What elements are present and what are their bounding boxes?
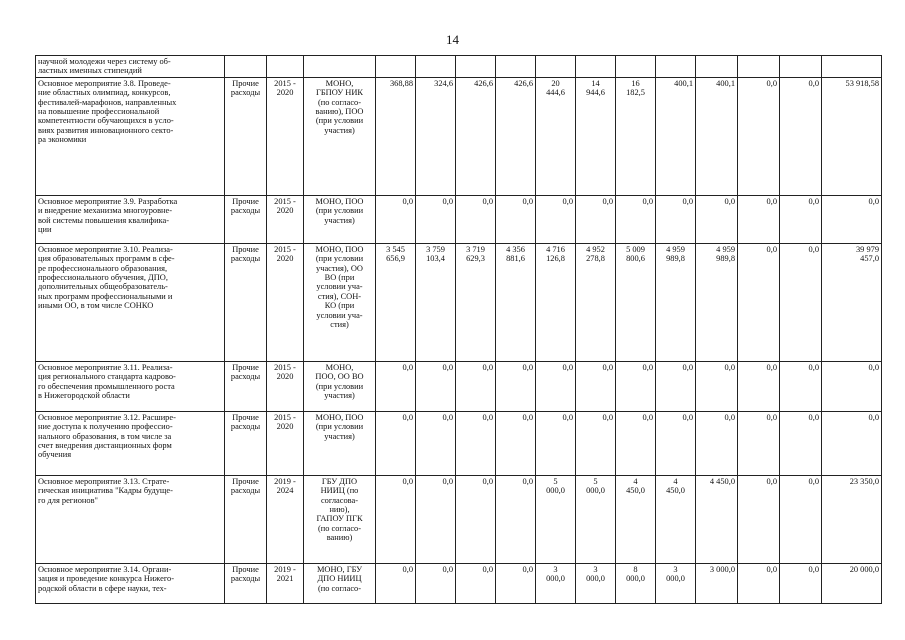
measure-name-cell: Основное мероприятие 3.11. Реализа- ция регионального стандарта кадрово- го обеспечения промышленного роста в Нижегородской области xyxy=(36,361,225,411)
period-cell: 2015 - 2020 xyxy=(267,77,304,195)
value-cell: 4 450,0 xyxy=(616,475,656,563)
value-cell: 53 918,58 xyxy=(822,77,882,195)
empty-cell xyxy=(267,56,304,78)
value-cell: 0,0 xyxy=(780,411,822,475)
executor-cell: МОНО, ПОО (при условии участия) xyxy=(304,411,376,475)
empty-cell xyxy=(456,56,496,78)
value-cell: 0,0 xyxy=(496,563,536,603)
value-cell: 0,0 xyxy=(780,361,822,411)
value-cell: 400,1 xyxy=(696,77,738,195)
value-cell: 0,0 xyxy=(616,195,656,243)
value-cell: 0,0 xyxy=(780,243,822,361)
value-cell: 0,0 xyxy=(456,411,496,475)
value-cell: 0,0 xyxy=(416,411,456,475)
period-cell: 2015 - 2020 xyxy=(267,243,304,361)
value-cell: 4 959 989,8 xyxy=(656,243,696,361)
value-cell: 400,1 xyxy=(656,77,696,195)
value-cell: 39 979 457,0 xyxy=(822,243,882,361)
value-cell: 4 450,0 xyxy=(696,475,738,563)
value-cell: 4 952 278,8 xyxy=(576,243,616,361)
empty-cell xyxy=(738,56,780,78)
value-cell: 3 000,0 xyxy=(536,563,576,603)
value-cell: 23 350,0 xyxy=(822,475,882,563)
period-cell: 2015 - 2020 xyxy=(267,361,304,411)
empty-cell xyxy=(416,56,456,78)
value-cell: 0,0 xyxy=(456,361,496,411)
executor-cell: МОНО, ГБПОУ НИК (по согласо- ванию), ПОО (при условии участия) xyxy=(304,77,376,195)
empty-cell xyxy=(376,56,416,78)
value-cell: 4 450,0 xyxy=(656,475,696,563)
empty-cell xyxy=(616,56,656,78)
expense-type-cell: Прочие расходы xyxy=(225,563,267,603)
period-cell: 2019 - 2021 xyxy=(267,563,304,603)
value-cell: 3 719 629,3 xyxy=(456,243,496,361)
measure-name-cell: Основное мероприятие 3.9. Разработка и внедрение механизма многоуровне- вой системы повышения квалифика- ции xyxy=(36,195,225,243)
table-row xyxy=(36,475,882,563)
value-cell: 0,0 xyxy=(496,361,536,411)
value-cell: 0,0 xyxy=(496,411,536,475)
value-cell: 0,0 xyxy=(576,411,616,475)
measure-name-cell: Основное мероприятие 3.14. Органи- зация и проведение конкурса Нижего- родской области в сфере науки, тех- xyxy=(36,563,225,603)
executor-cell: ГБУ ДПО НИИЦ (по согласова- нию), ГАПОУ ПГК (по согласо- ванию) xyxy=(304,475,376,563)
value-cell: 0,0 xyxy=(456,195,496,243)
value-cell: 0,0 xyxy=(696,411,738,475)
measure-name-cell: Основное мероприятие 3.12. Расшире- ние доступа к получению профессио- нального образования, в том числе за счет внедрения дистанционных форм обучения xyxy=(36,411,225,475)
table-row xyxy=(36,411,882,475)
expense-type-cell: Прочие расходы xyxy=(225,361,267,411)
value-cell: 0,0 xyxy=(376,361,416,411)
value-cell: 3 759 103,4 xyxy=(416,243,456,361)
value-cell: 4 356 881,6 xyxy=(496,243,536,361)
value-cell: 0,0 xyxy=(738,361,780,411)
value-cell: 0,0 xyxy=(780,195,822,243)
value-cell: 426,6 xyxy=(456,77,496,195)
executor-cell: МОНО, ГБУ ДПО НИИЦ (по согласо- xyxy=(304,563,376,603)
measure-name-cell: Основное мероприятие 3.10. Реализа- ция образовательных программ в сфе- ре профессионального образования, профессионального обучения, ДПО, дополнительных общеобразователь- ных программ профессиональными и иными ОО, в том числе СОНКО xyxy=(36,243,225,361)
value-cell: 3 000,0 xyxy=(576,563,616,603)
value-cell: 0,0 xyxy=(416,563,456,603)
value-cell: 20 444,6 xyxy=(536,77,576,195)
value-cell: 0,0 xyxy=(576,195,616,243)
table-row xyxy=(36,361,882,411)
value-cell: 16 182,5 xyxy=(616,77,656,195)
value-cell: 0,0 xyxy=(738,77,780,195)
measure-name-cell: Основное мероприятие 3.13. Страте- гическая инициатива "Кадры будуще- го для регионов" xyxy=(36,475,225,563)
period-cell: 2015 - 2020 xyxy=(267,411,304,475)
value-cell: 0,0 xyxy=(416,475,456,563)
value-cell: 20 000,0 xyxy=(822,563,882,603)
value-cell: 0,0 xyxy=(738,563,780,603)
value-cell: 0,0 xyxy=(780,475,822,563)
value-cell: 0,0 xyxy=(416,195,456,243)
budget-table xyxy=(35,55,882,604)
value-cell: 0,0 xyxy=(696,361,738,411)
empty-cell xyxy=(496,56,536,78)
expense-type-cell: Прочие расходы xyxy=(225,475,267,563)
value-cell: 0,0 xyxy=(536,411,576,475)
executor-cell: МОНО, ПОО, ОО ВО (при условии участия) xyxy=(304,361,376,411)
executor-cell: МОНО, ПОО (при условии участия) xyxy=(304,195,376,243)
empty-cell xyxy=(304,56,376,78)
value-cell: 5 000,0 xyxy=(536,475,576,563)
expense-type-cell: Прочие расходы xyxy=(225,195,267,243)
value-cell: 0,0 xyxy=(576,361,616,411)
empty-cell xyxy=(822,56,882,78)
value-cell: 0,0 xyxy=(738,411,780,475)
expense-type-cell: Прочие расходы xyxy=(225,243,267,361)
value-cell: 0,0 xyxy=(822,195,882,243)
value-cell: 3 545 656,9 xyxy=(376,243,416,361)
table-row xyxy=(36,243,882,361)
value-cell: 0,0 xyxy=(656,411,696,475)
empty-cell xyxy=(225,56,267,78)
value-cell: 3 000,0 xyxy=(696,563,738,603)
empty-cell xyxy=(780,56,822,78)
value-cell: 0,0 xyxy=(656,361,696,411)
value-cell: 0,0 xyxy=(536,361,576,411)
value-cell: 0,0 xyxy=(416,361,456,411)
table-row xyxy=(36,563,882,603)
value-cell: 0,0 xyxy=(456,475,496,563)
value-cell: 8 000,0 xyxy=(616,563,656,603)
value-cell: 0,0 xyxy=(376,563,416,603)
table-row xyxy=(36,77,882,195)
value-cell: 0,0 xyxy=(376,195,416,243)
value-cell: 5 009 800,6 xyxy=(616,243,656,361)
measure-name-cell: Основное мероприятие 3.8. Проведе- ние областных олимпиад, конкурсов, фестивалей-марафонов, направленных на повышение профессиональной компетентности обучающихся в усло- виях развития инновационного секто- ра экономики xyxy=(36,77,225,195)
value-cell: 368,88 xyxy=(376,77,416,195)
measure-name-cell: научной молодежи через систему об- ластных именных стипендий xyxy=(36,56,225,78)
empty-cell xyxy=(696,56,738,78)
table-row-continuation xyxy=(36,56,882,78)
page-number: 14 xyxy=(446,32,459,47)
value-cell: 4 959 989,8 xyxy=(696,243,738,361)
value-cell: 0,0 xyxy=(738,475,780,563)
executor-cell: МОНО, ПОО (при условии участия), ОО ВО (при условии уча- стия), СОН- КО (при условии уча- стия) xyxy=(304,243,376,361)
value-cell: 0,0 xyxy=(536,195,576,243)
value-cell: 0,0 xyxy=(822,411,882,475)
value-cell: 0,0 xyxy=(496,475,536,563)
value-cell: 0,0 xyxy=(376,411,416,475)
expense-type-cell: Прочие расходы xyxy=(225,411,267,475)
value-cell: 5 000,0 xyxy=(576,475,616,563)
value-cell: 324,6 xyxy=(416,77,456,195)
empty-cell xyxy=(576,56,616,78)
value-cell: 0,0 xyxy=(738,195,780,243)
table-body xyxy=(36,56,882,604)
table-row xyxy=(36,195,882,243)
value-cell: 14 944,6 xyxy=(576,77,616,195)
value-cell: 0,0 xyxy=(738,243,780,361)
value-cell: 0,0 xyxy=(780,77,822,195)
empty-cell xyxy=(536,56,576,78)
value-cell: 0,0 xyxy=(616,361,656,411)
empty-cell xyxy=(656,56,696,78)
value-cell: 0,0 xyxy=(376,475,416,563)
value-cell: 426,6 xyxy=(496,77,536,195)
period-cell: 2019 - 2024 xyxy=(267,475,304,563)
value-cell: 0,0 xyxy=(780,563,822,603)
value-cell: 0,0 xyxy=(496,195,536,243)
value-cell: 4 716 126,8 xyxy=(536,243,576,361)
value-cell: 0,0 xyxy=(456,563,496,603)
expense-type-cell: Прочие расходы xyxy=(225,77,267,195)
value-cell: 0,0 xyxy=(656,195,696,243)
period-cell: 2015 - 2020 xyxy=(267,195,304,243)
value-cell: 0,0 xyxy=(696,195,738,243)
value-cell: 3 000,0 xyxy=(656,563,696,603)
value-cell: 0,0 xyxy=(822,361,882,411)
value-cell: 0,0 xyxy=(616,411,656,475)
